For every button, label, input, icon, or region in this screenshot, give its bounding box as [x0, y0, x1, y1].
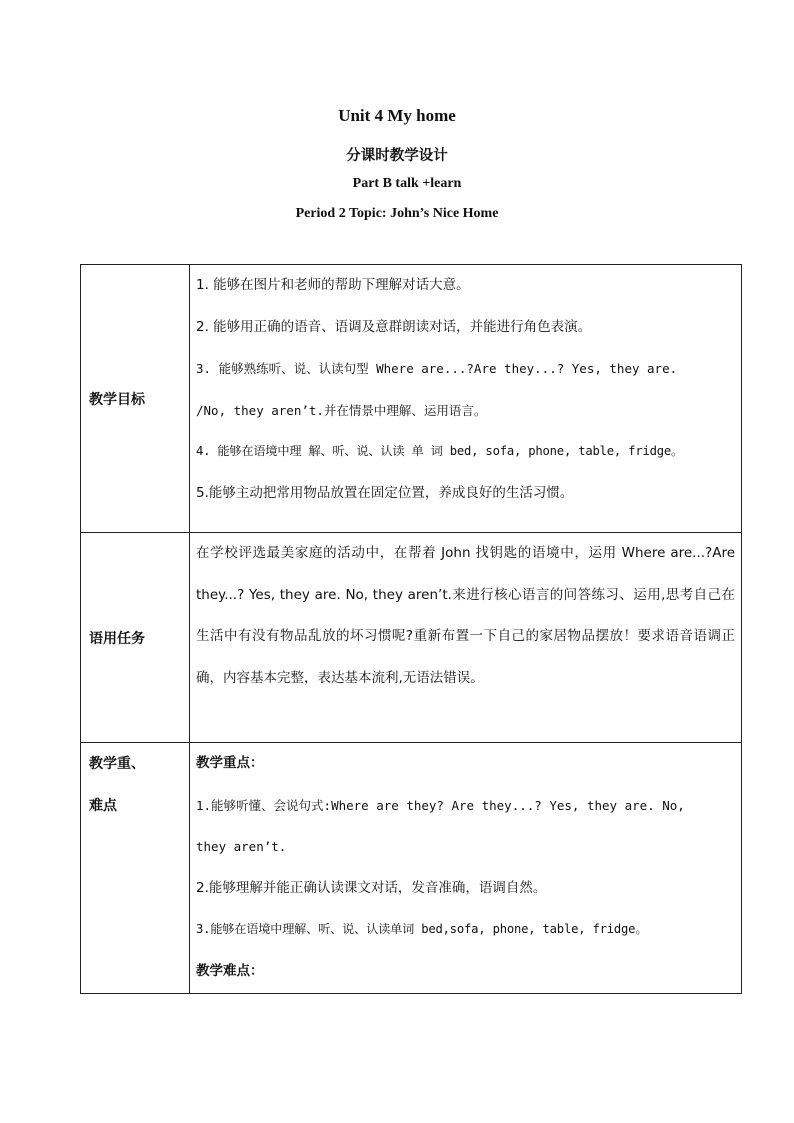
key-point-item: they aren’t. [196, 839, 287, 855]
table-row-task [81, 533, 742, 743]
task-content [190, 533, 742, 743]
key-point-item: 1.能够听懂、会说句式:Where are they? Are they...? Yes, they are. No, [196, 797, 685, 813]
objective-item: 4. 能够在语境中理 解、听、说、认读 单 词 bed, sofa, phone, table, fridge。 [196, 444, 683, 459]
objective-item: 1. 能够在图片和老师的帮助下理解对话大意。 [196, 277, 470, 293]
key-point-item: 2.能够理解并能正确认读课文对话，发音准确，语调自然。 [196, 879, 547, 896]
objective-item: 3. 能够熟练听、说、认读句型 Where are...?Are they...? Yes, they are. [196, 361, 678, 377]
objective-item: /No, they aren’t.并在情景中理解、运用语言。 [196, 402, 487, 418]
document-title: Unit 4 My home [338, 106, 456, 125]
key-points-content [190, 743, 742, 994]
document-subtitle: 分课时教学设计 [346, 148, 448, 164]
lesson-period-topic: Period 2 Topic: John’s Nice Home [295, 206, 499, 221]
objectives-content [190, 265, 742, 533]
objectives-label: 教学目标 [89, 391, 145, 408]
table-row-key-points [81, 743, 742, 994]
task-label: 语用任务 [89, 630, 145, 647]
table-row-objectives [81, 265, 742, 533]
row-label-objectives [81, 265, 190, 533]
objective-item: 2. 能够用正确的语音、语调及意群朗读对话，并能进行角色表演。 [196, 318, 592, 335]
difficulties-heading: 教学难点： [196, 962, 264, 979]
key-points-heading: 教学重点： [196, 755, 264, 771]
key-points-label-line1: 教学重、 [89, 756, 145, 772]
row-label-key-points [81, 743, 190, 994]
key-points-label-line2: 难点 [89, 798, 117, 814]
key-point-item: 3.能够在语境中理解、听、说、认读单词 bed,sofa, phone, table, fridge。 [196, 922, 648, 937]
lesson-plan-table [80, 264, 742, 994]
objective-item: 5.能够主动把常用物品放置在固定位置，养成良好的生活习惯。 [196, 484, 574, 501]
lesson-part: Part B talk +learn [352, 176, 462, 191]
row-label-task [81, 533, 190, 743]
task-text: 在学校评选最美家庭的活动中，在帮着 John 找钥匙的语境中，运用 Where are...?Are they...? Yes, they are. No, they aren’t.来进行核心语言的问答练习、运用,思考自己在生活中有没有物品乱放的坏习惯呢?重新布置一下自己的家居物品摆放！要求语音语调正确，内容基本完整，表达基本流利,无语法错误。 [196, 545, 735, 686]
